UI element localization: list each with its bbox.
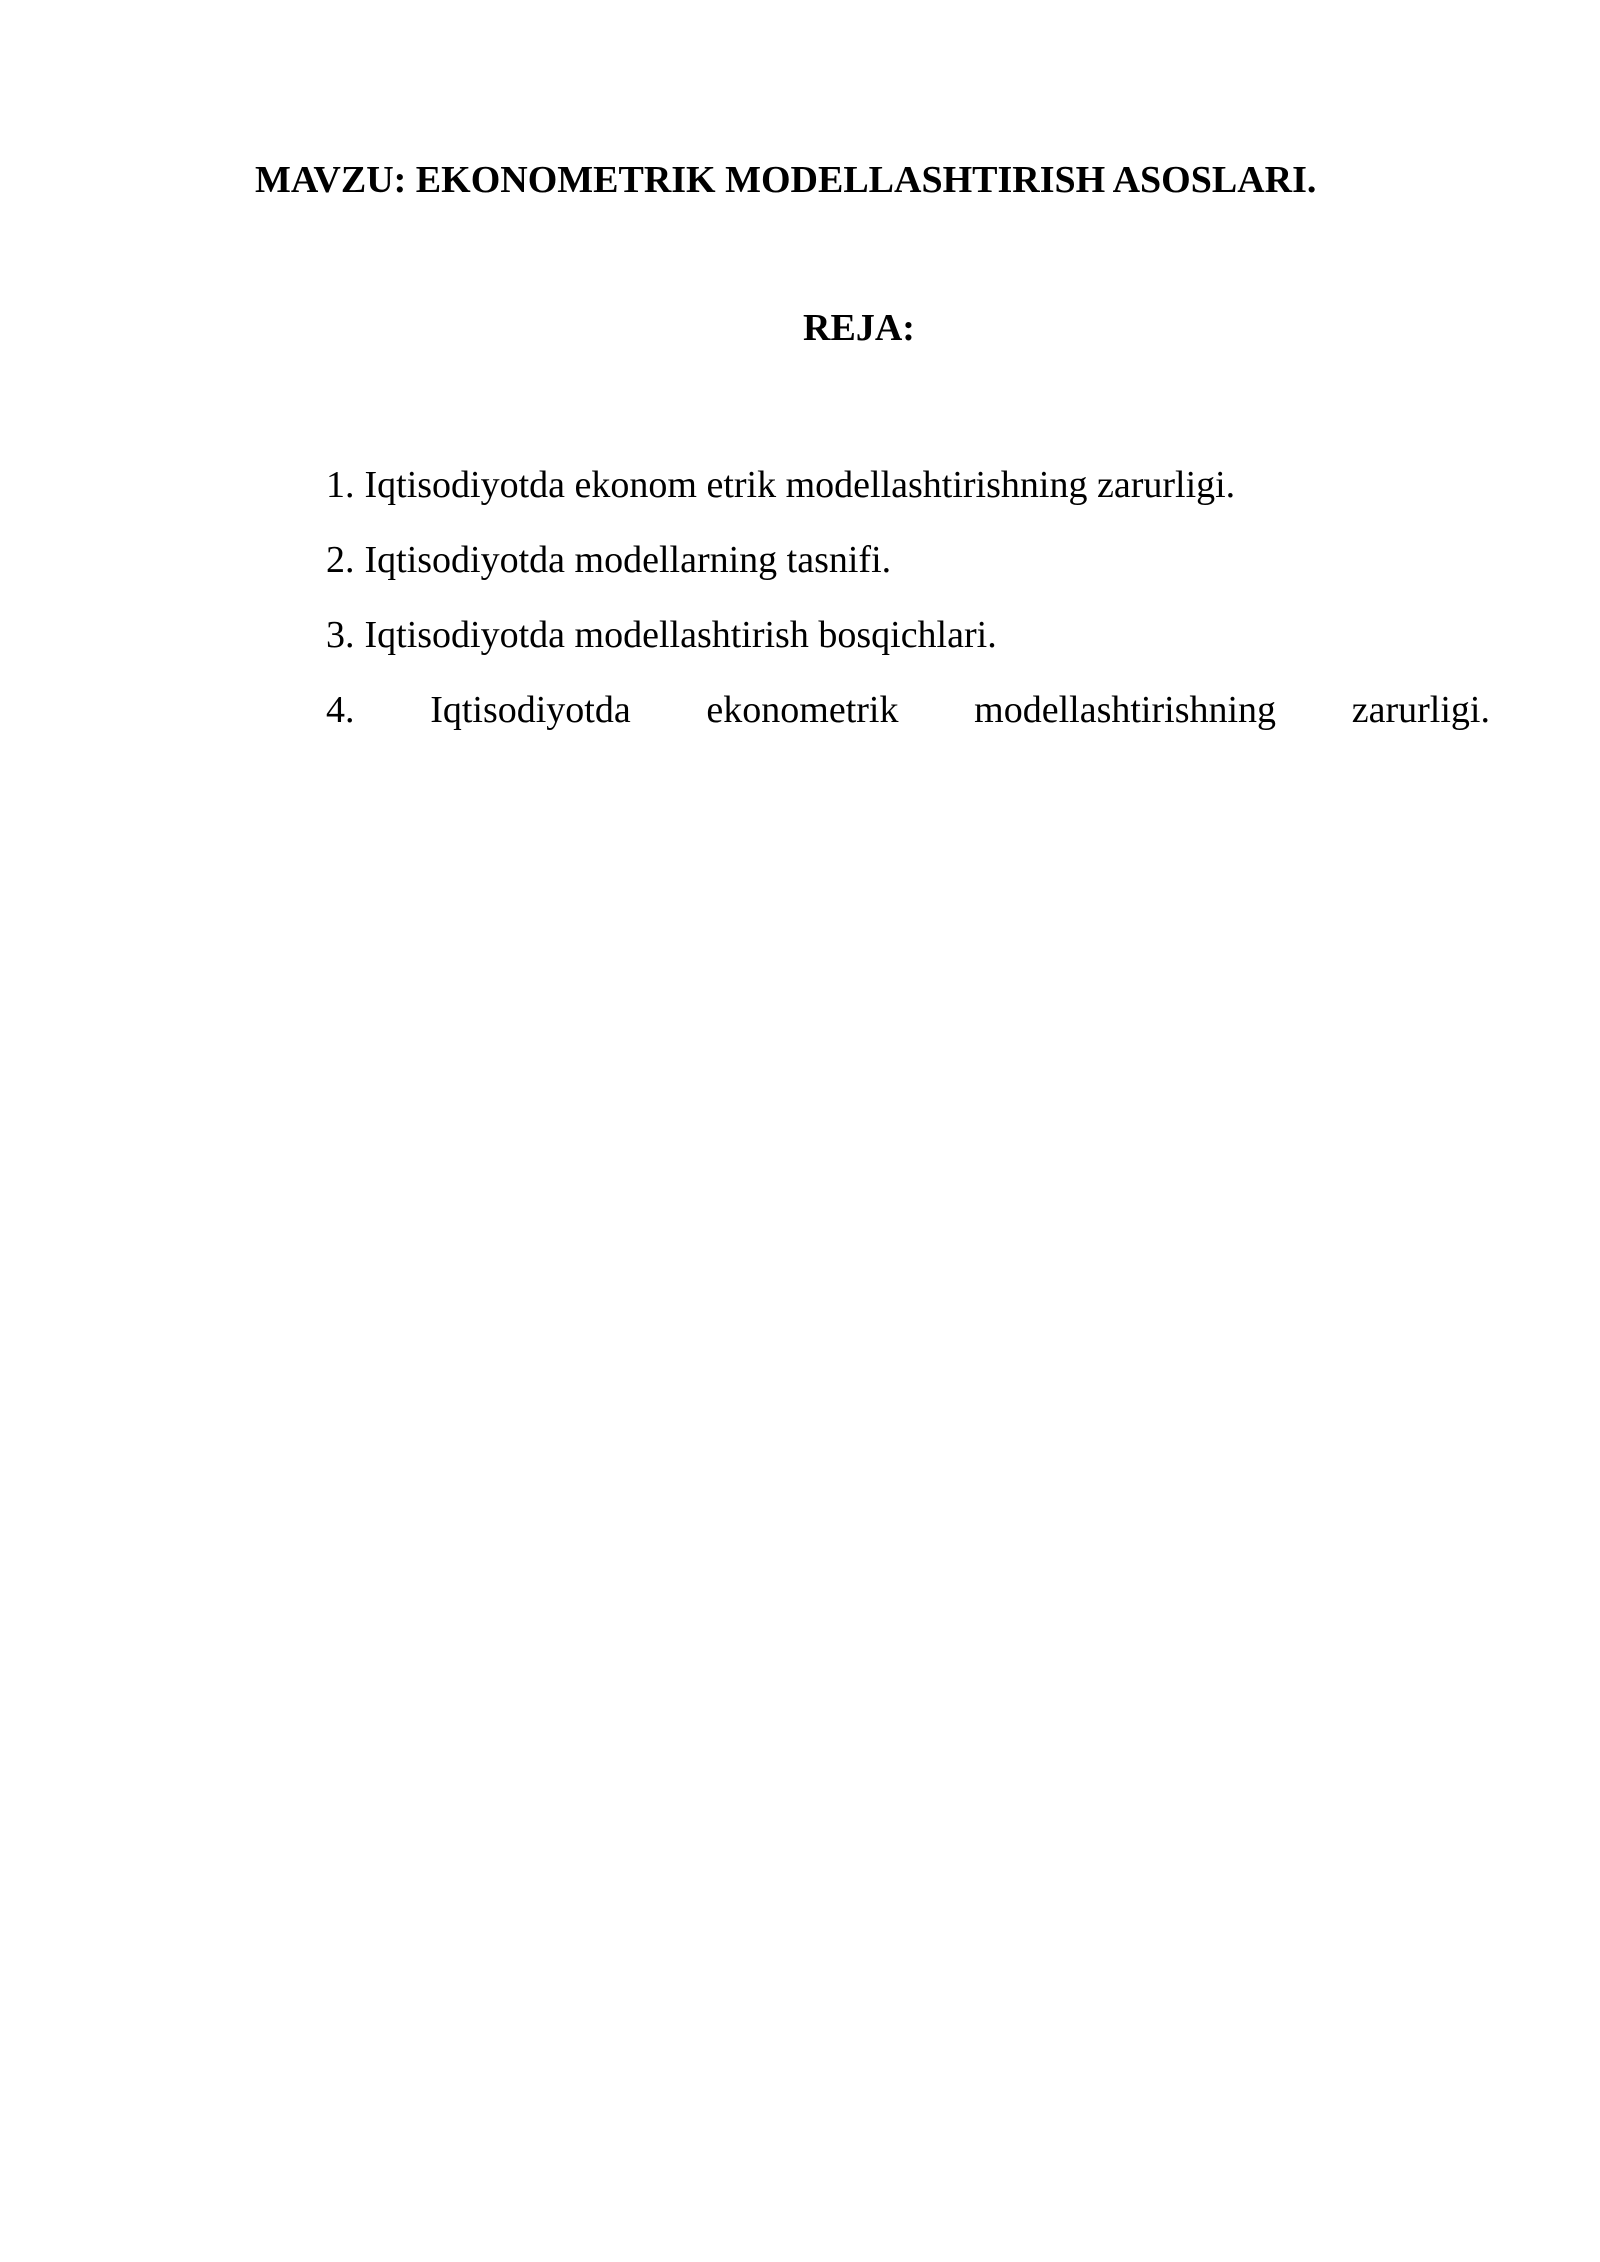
plan-item-word: Iqtisodiyotda [430,689,631,731]
plan-heading: REJA: [803,307,915,349]
plan-list [326,448,1490,748]
plan-item [326,523,1490,598]
plan-item-text: Iqtisodiyotda modellarning tasnifi. [364,539,892,581]
plan-item-number: 2. [326,539,355,581]
document-title: MAVZU: EKONOMETRIK MODELLASHTIRISH ASOSLARI. [255,159,1317,201]
plan-item-text: Iqtisodiyotda ekonom etrik modellashtirishning zarurligi. [364,464,1236,506]
plan-item-word: zarurligi. [1351,689,1490,731]
plan-item [326,448,1490,523]
plan-item-word: modellashtirishning [974,689,1277,731]
plan-item-number: 1. [326,464,355,506]
plan-item [326,673,1490,748]
plan-item-word: ekonometrik [706,689,899,731]
plan-item [326,598,1490,673]
plan-item-number: 3. [326,614,355,656]
plan-item-number: 4. [326,689,355,731]
plan-item-text: Iqtisodiyotda modellashtirish bosqichlari. [364,614,997,656]
